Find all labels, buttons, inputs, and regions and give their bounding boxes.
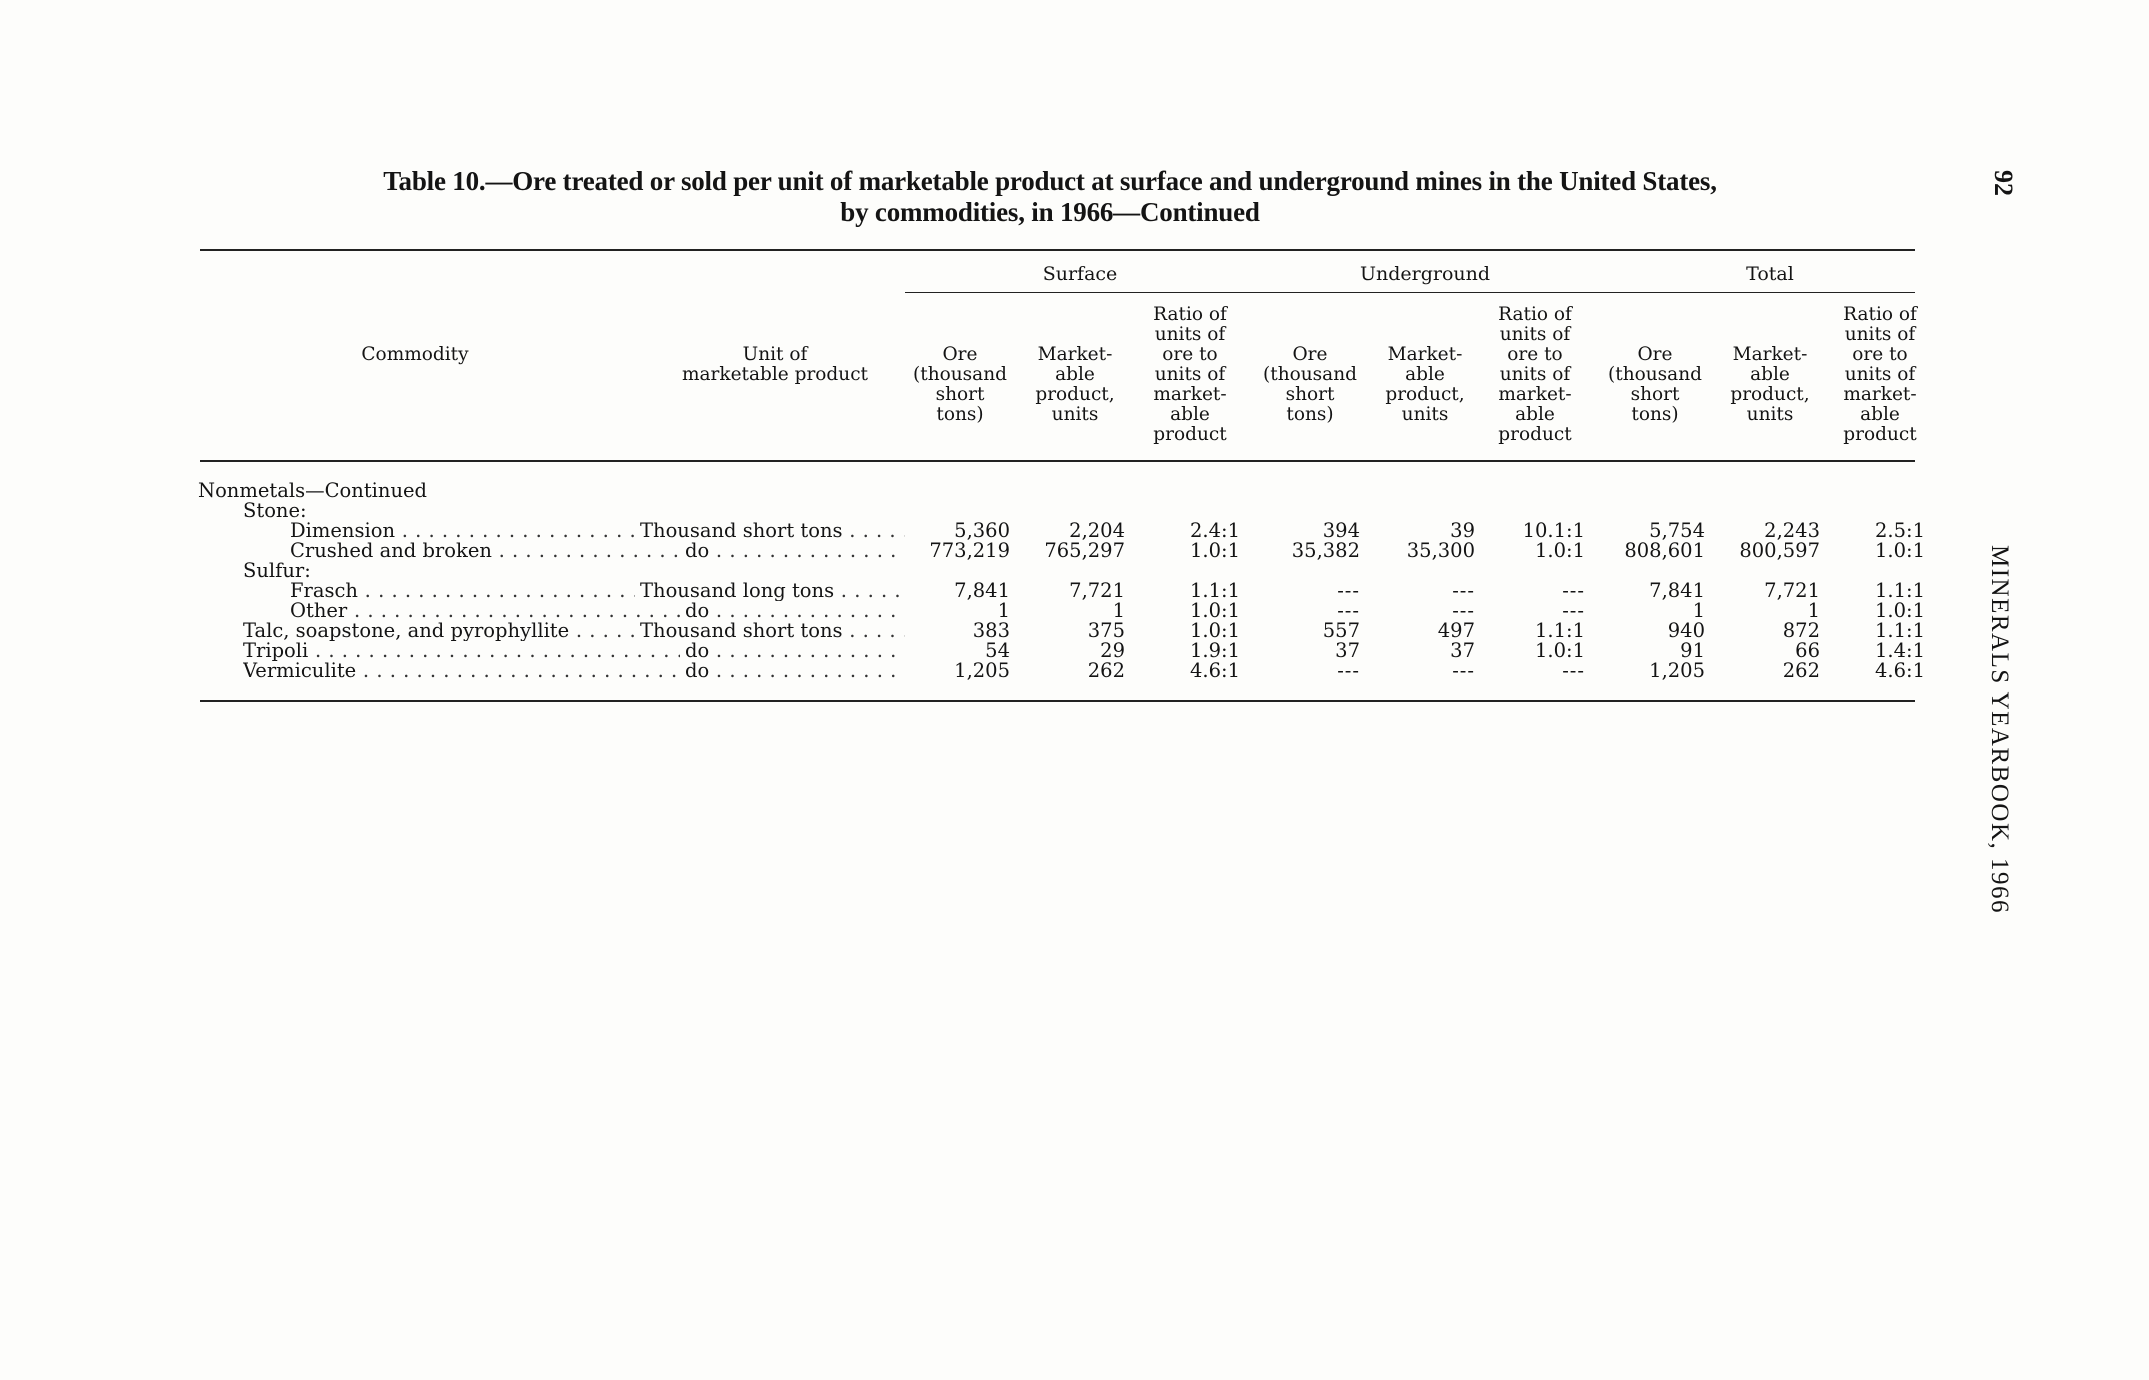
header-line: (thousand [1608,364,1702,385]
total-ratio: 2.5:1 [1875,519,1925,542]
header-unit [655,345,895,385]
section-row [0,561,2149,581]
total-ore: 91 [1680,639,1705,662]
table-row [0,641,2149,661]
header-bottom-rule [200,460,1915,462]
page-number: 92 [1989,170,2018,196]
header-underground-ratio [1480,305,1590,445]
header-line: units of [1499,364,1571,385]
surface-marketable: 765,297 [1044,539,1125,562]
header-line: units of [1844,324,1916,345]
header-line: units [1746,404,1794,425]
surface-ratio: 1.9:1 [1190,639,1240,662]
total-ratio: 1.0:1 [1875,539,1925,562]
table-row [0,601,2149,621]
surface-ratio: 2.4:1 [1190,519,1240,542]
underground-ore: 557 [1322,619,1360,642]
header-line: Ore [1637,344,1673,365]
table-top-rule [200,249,1915,251]
total-marketable: 872 [1782,619,1820,642]
underground-marketable: --- [1452,599,1475,622]
total-ratio: 1.1:1 [1875,579,1925,602]
header-line: units of [1844,364,1916,385]
underground-ratio: 1.0:1 [1535,539,1585,562]
table-row [0,541,2149,561]
header-line: Ore [942,344,978,365]
total-marketable: 66 [1795,639,1820,662]
table-title [200,166,1900,228]
total-marketable: 800,597 [1739,539,1820,562]
total-ore: 5,754 [1649,519,1705,542]
header-line: tons) [1631,404,1679,425]
row-unit: Thousand long tons . . . [640,581,905,601]
header-line: short [935,384,985,405]
section-sulfur: Sulfur: [243,559,311,582]
header-line: market- [1498,384,1572,405]
underground-ore: 35,382 [1291,539,1360,562]
header-line: units of [1154,364,1226,385]
header-line: able [1860,404,1900,425]
total-ratio: 1.4:1 [1875,639,1925,662]
header-line: product, [1385,384,1465,405]
underground-marketable: --- [1452,579,1475,602]
header-line: Market- [1387,344,1463,365]
header-line: able [1750,364,1790,385]
underground-marketable: 37 [1450,639,1475,662]
group-header-rule [905,292,1915,293]
header-line: product [1153,424,1227,445]
row-unit: do . . . [685,641,905,661]
total-ore: 1,205 [1649,659,1705,682]
header-line: product, [1035,384,1115,405]
surface-ore: 383 [972,619,1010,642]
header-line: able [1405,364,1445,385]
header-line: ore to [1852,344,1908,365]
header-unit-line: Unit of [742,344,808,365]
header-line: short [1285,384,1335,405]
row-label: Dimension . . . [290,521,635,541]
total-marketable: 262 [1782,659,1820,682]
header-line: Ratio of [1498,304,1572,325]
surface-marketable: 375 [1087,619,1125,642]
row-label: Crushed and broken . . . [290,541,680,561]
underground-ratio: --- [1562,659,1585,682]
surface-ore: 1,205 [954,659,1010,682]
underground-ratio: 1.0:1 [1535,639,1585,662]
table-title-line-2: by commodities, in 1966—Continued [840,197,1260,227]
running-head: MINERALS YEARBOOK, 1966 [1986,545,2013,914]
header-surface-marketable [1020,345,1130,425]
surface-marketable: 29 [1100,639,1125,662]
underground-ratio: --- [1562,599,1585,622]
surface-ore: 1 [997,599,1010,622]
row-label: Vermiculite . . . [243,661,680,681]
underground-ratio: 10.1:1 [1522,519,1585,542]
total-ore: 1 [1692,599,1705,622]
header-total-marketable [1715,345,1825,425]
header-line: ore to [1507,344,1563,365]
row-unit: do . . . [685,601,905,621]
total-ratio: 4.6:1 [1875,659,1925,682]
header-underground-marketable [1370,345,1480,425]
total-ore: 808,601 [1624,539,1705,562]
total-ore: 940 [1667,619,1705,642]
underground-ore: 37 [1335,639,1360,662]
underground-ore: --- [1337,579,1360,602]
surface-ore: 773,219 [929,539,1010,562]
header-line: units of [1499,324,1571,345]
underground-ratio: --- [1562,579,1585,602]
table-bottom-rule [200,700,1915,702]
header-total-ore [1600,345,1710,425]
surface-marketable: 1 [1112,599,1125,622]
underground-marketable: 35,300 [1406,539,1475,562]
header-line: units [1401,404,1449,425]
header-line: ore to [1162,344,1218,365]
section-stone: Stone: [243,499,307,522]
underground-marketable: 497 [1437,619,1475,642]
total-marketable: 7,721 [1764,579,1820,602]
header-underground-ore [1255,345,1365,425]
row-unit: Thousand short tons . . . [640,521,905,541]
total-marketable: 2,243 [1764,519,1820,542]
surface-ratio: 1.0:1 [1190,619,1240,642]
surface-ore: 54 [985,639,1010,662]
total-ore: 7,841 [1649,579,1705,602]
header-line: able [1170,404,1210,425]
surface-marketable: 2,204 [1069,519,1125,542]
underground-ore: --- [1337,599,1360,622]
total-ratio: 1.1:1 [1875,619,1925,642]
surface-ore: 5,360 [954,519,1010,542]
header-line: units [1051,404,1099,425]
header-line: market- [1843,384,1917,405]
header-surface-ratio [1135,305,1245,445]
surface-ratio: 1.0:1 [1190,539,1240,562]
header-line: Market- [1732,344,1808,365]
surface-ratio: 1.0:1 [1190,599,1240,622]
header-line: tons) [1286,404,1334,425]
header-line: product [1843,424,1917,445]
header-line: tons) [936,404,984,425]
row-unit: do . . . [685,541,905,561]
total-ratio: 1.0:1 [1875,599,1925,622]
row-label: Talc, soapstone, and pyrophyllite . . . [243,621,635,641]
header-surface-ore [905,345,1015,425]
header-line: units of [1154,324,1226,345]
header-line: Ratio of [1153,304,1227,325]
header-line: Ratio of [1843,304,1917,325]
header-total-ratio [1825,305,1935,445]
underground-marketable: 39 [1450,519,1475,542]
header-commodity: Commodity [361,344,469,365]
underground-ore: --- [1337,659,1360,682]
group-header-surface: Surface [1042,263,1118,285]
header-line: short [1630,384,1680,405]
table-row [0,581,2149,601]
row-label: Tripoli . . . [243,641,680,661]
header-line: able [1515,404,1555,425]
section-row [0,481,2149,501]
header-line: product [1498,424,1572,445]
table-row [0,661,2149,681]
header-line: (thousand [1263,364,1357,385]
header-unit-line: marketable product [681,364,868,385]
section-nonmetals: Nonmetals—Continued [198,479,428,502]
header-line: market- [1153,384,1227,405]
header-line: Market- [1037,344,1113,365]
table-title-line-1: Table 10.—Ore treated or sold per unit of marketable product at surface and underground mines in the United States, [383,166,1717,196]
surface-ratio: 1.1:1 [1190,579,1240,602]
row-label: Other . . . [290,601,680,621]
header-line: product, [1730,384,1810,405]
underground-ore: 394 [1322,519,1360,542]
section-row [0,501,2149,521]
header-line: able [1055,364,1095,385]
row-unit: Thousand short tons . . . [640,621,905,641]
row-unit: do . . . [685,661,905,681]
table-row [0,521,2149,541]
group-header-underground: Underground [1359,263,1491,285]
surface-ore: 7,841 [954,579,1010,602]
table-row [0,621,2149,641]
surface-marketable: 7,721 [1069,579,1125,602]
surface-ratio: 4.6:1 [1190,659,1240,682]
surface-marketable: 262 [1087,659,1125,682]
underground-ratio: 1.1:1 [1535,619,1585,642]
row-label: Frasch . . . [290,581,635,601]
header-line: Ore [1292,344,1328,365]
total-marketable: 1 [1807,599,1820,622]
group-header-total: Total [1746,263,1794,285]
header-line: (thousand [913,364,1007,385]
underground-marketable: --- [1452,659,1475,682]
